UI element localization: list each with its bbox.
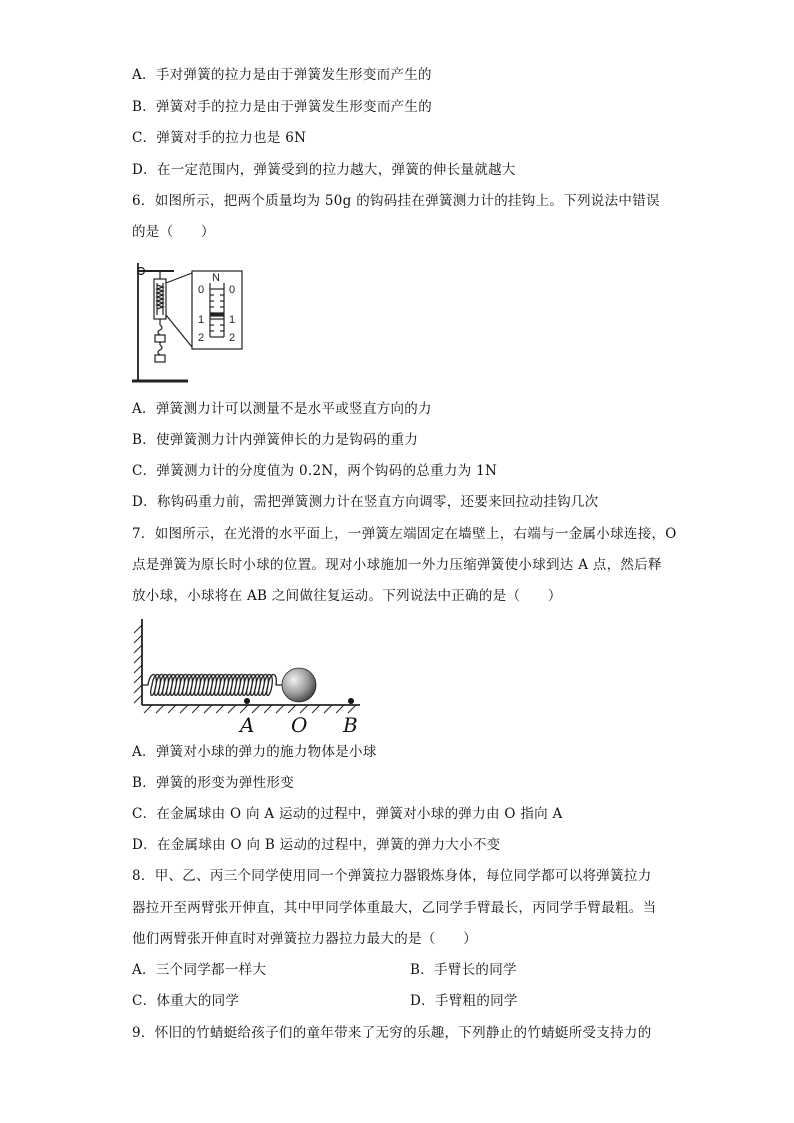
q8-option-a: A．三个同学都一样大 xyxy=(132,962,267,978)
q8-option-b: B．手臂长的同学 xyxy=(410,962,517,978)
q9-stem-line-1: 9．怀旧的竹蜻蜓给孩子们的童年带来了无穷的乐趣，下列静止的竹蜻蜓所受支持力的 xyxy=(132,1025,652,1041)
q7-option-a: A．弹簧对小球的弹力的施力物体是小球 xyxy=(132,744,377,760)
q6-option-c: C．弹簧测力计的分度值为 0.2N，两个钩码的总重力为 1N xyxy=(132,463,498,479)
q5-option-d: D．在一定范围内，弹簧受到的拉力越大，弹簧的伸长量就越大 xyxy=(132,162,516,178)
spring-scale-figure xyxy=(128,255,248,387)
q5-option-c: C．弹簧对手的拉力也是 6N xyxy=(132,130,307,146)
metal-ball xyxy=(282,668,316,702)
q7-option-d: D．在金属球由 O 向 B 运动的过程中，弹簧的弹力大小不变 xyxy=(132,837,501,853)
q8-option-d: D．手臂粗的同学 xyxy=(410,993,518,1009)
q7-stem-line-3: 放小球，小球将在 AB 之间做往复运动。下列说法中正确的是（ ） xyxy=(132,588,562,604)
q7-stem-line-1: 7．如图所示，在光滑的水平面上，一弹簧左端固定在墙壁上，右端与一金属小球连接，O xyxy=(132,526,677,542)
q6-option-b: B．使弹簧测力计内弹簧伸长的力是钩码的重力 xyxy=(132,432,419,448)
q8-stem-line-2: 器拉开至两臂张开伸直，其中甲同学体重最大，乙同学手臂最长，丙同学手臂最粗。当 xyxy=(132,900,657,916)
label-a: A xyxy=(240,713,255,737)
scale-left-tick-2: 2 xyxy=(198,332,205,344)
scale-unit-label: N xyxy=(212,272,220,284)
label-o: O xyxy=(291,713,308,737)
q6-option-a: A．弹簧测力计可以测量不是水平或竖直方向的力 xyxy=(132,401,432,417)
q6-stem-line-2: 的是（ ） xyxy=(132,224,215,240)
q8-stem-line-3: 他们两臂张开伸直时对弹簧拉力器拉力最大的是（ ） xyxy=(132,931,477,947)
stand-drawing xyxy=(132,263,242,381)
scale-right-tick-0: 0 xyxy=(229,284,236,296)
point-b-dot xyxy=(348,698,354,704)
q5-option-b: B．弹簧对手的拉力是由于弹簧发生形变而产生的 xyxy=(132,99,433,115)
q6-stem-line-1: 6．如图所示，把两个质量均为 50g 的钩码挂在弹簧测力计的挂钩上。下列说法中错误 xyxy=(132,193,660,209)
scale-right-tick-1: 1 xyxy=(229,314,236,326)
q7-stem-line-2: 点是弹簧为原长时小球的位置。现对小球施加一外力压缩弹簧使小球到达 A 点，然后释 xyxy=(132,557,662,573)
q7-option-c: C．在金属球由 O 向 A 运动的过程中，弹簧对小球的弹力由 O 指向 A xyxy=(132,806,563,822)
q8-option-c: C．体重大的同学 xyxy=(132,993,240,1009)
point-a-dot xyxy=(244,698,250,704)
spring-coil xyxy=(142,675,282,696)
scale-left-tick-0: 0 xyxy=(198,284,205,296)
scale-right-tick-2: 2 xyxy=(229,332,236,344)
q8-stem-line-1: 8．甲、乙、丙三个同学使用同一个弹簧拉力器锻炼身体，每位同学都可以将弹簧拉力 xyxy=(132,868,652,884)
q6-option-d: D．称钩码重力前，需把弹簧测力计在竖直方向调零，还要来回拉动挂钩几次 xyxy=(132,494,599,510)
scale-left-tick-1: 1 xyxy=(198,314,205,326)
q5-option-a: A．手对弹簧的拉力是由于弹簧发生形变而产生的 xyxy=(132,67,432,83)
q7-option-b: B．弹簧的形变为弹性形变 xyxy=(132,775,295,791)
label-b: B xyxy=(343,713,358,737)
spring-ball-figure xyxy=(128,615,368,737)
